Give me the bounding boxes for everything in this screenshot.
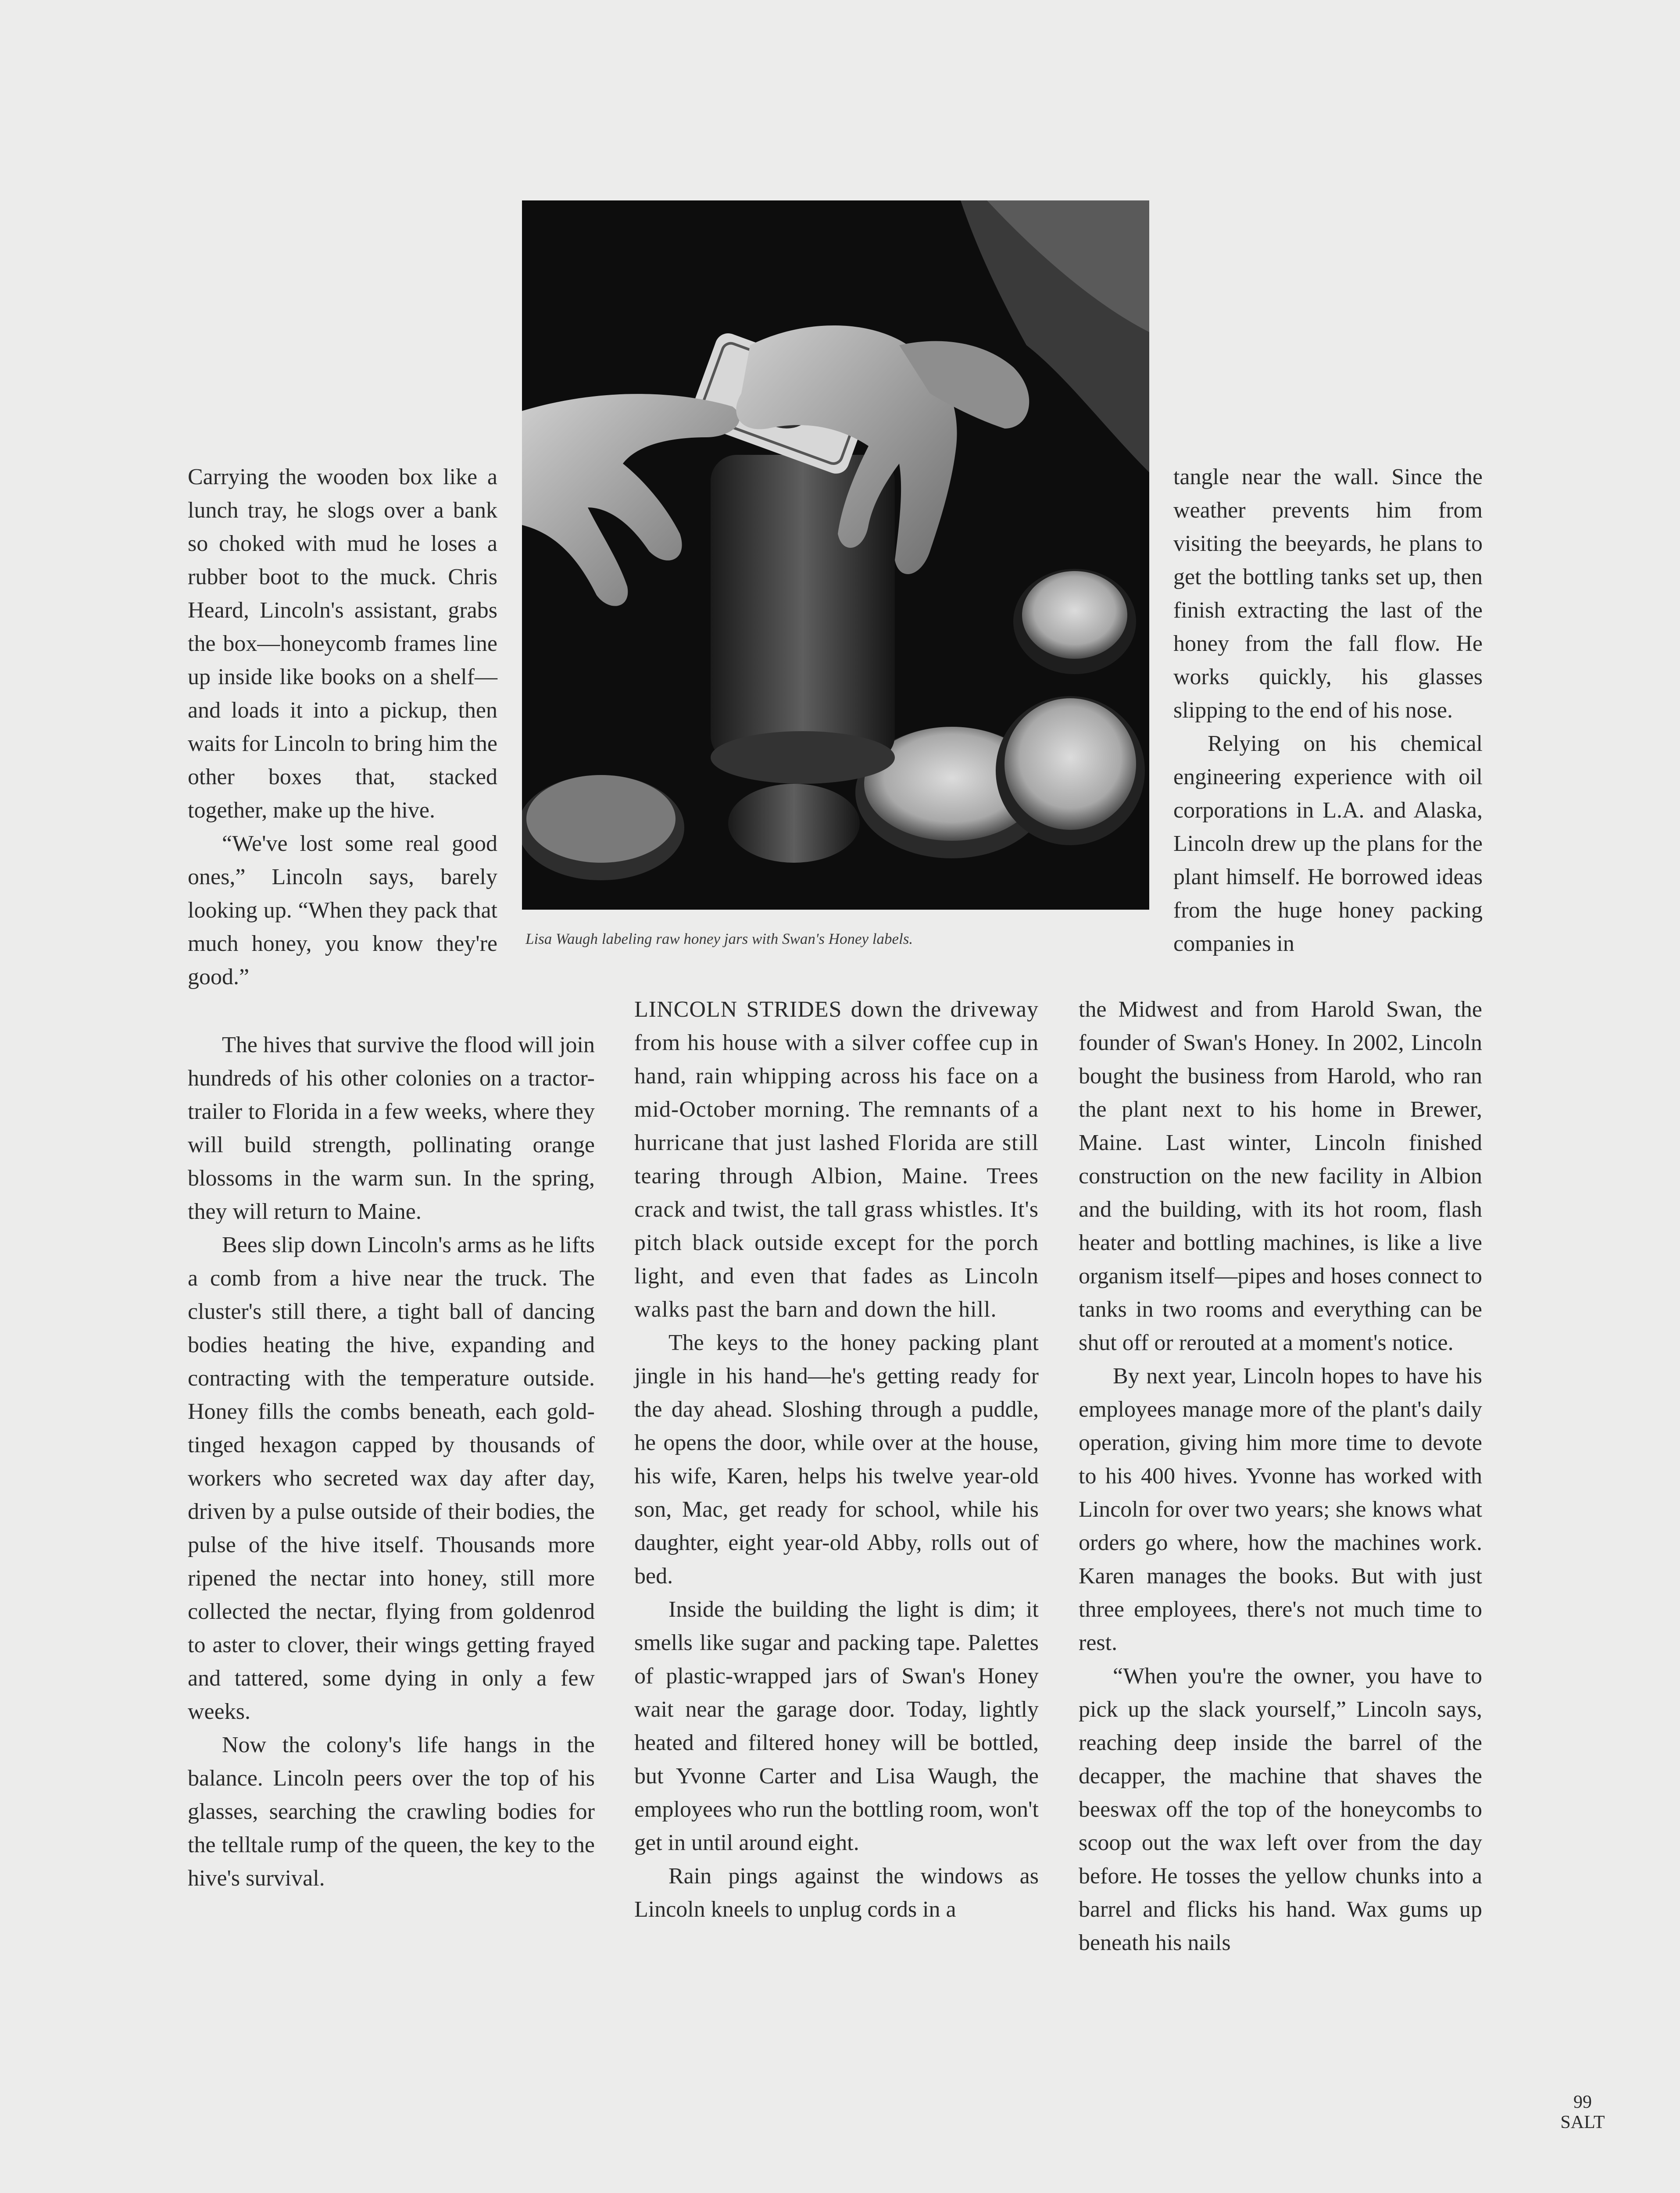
paragraph: Rain pings against the windows as Lincoln kneels to unplug cords in a [634,1864,1039,1922]
paragraph: the Midwest and from Harold Swan, the founder of Swan's Honey. In 2002, Lincoln bought the business from Harold, who ran the plant next to his home in Brewer, Maine. Last winter, Lincoln finished construction on the new facility in Albion and the building, with its hot room, flash heater and bottling machines, is like a live organism itself—pipes and hoses connect to tanks in two rooms and everything can be shut off or rerouted at a moment's notice. [1079,997,1482,1355]
paragraph: The keys to the honey packing plant jingle in his hand—he's getting ready for the day ahead. Sloshing through a puddle, he opens the door, while over at the house, his wife, Karen, helps his twelve year-old son, Mac, get ready for school, while his daughter, eight year-old Abby, rolls out of bed. [634,1330,1039,1589]
column-3-bottom [1079,993,1482,1960]
column-2 [634,993,1039,1926]
honey-jars-photo [522,200,1149,910]
paragraph: Relying on his chemical engineering experience with oil corporations in L.A. and Alaska, Lincoln drew up the plans for the plant himself. He borrowed ideas from the huge honey packing companies in [1173,731,1483,956]
paragraph: Carrying the wooden box like a lunch tray, he slogs over a bank so choked with mud he loses a rubber boot to the muck. Chris Heard, Lincoln's assistant, grabs the box—honeycomb frames line up inside like books on a shelf—and loads it into a pickup, then waits for Lincoln to bring him the other boxes that, stacked together, make up the hive. [188,464,497,823]
column-1-bottom [188,1029,595,1895]
paragraph: By next year, Lincoln hopes to have his employees manage more of the plant's daily operation, giving him more time to devote to his 400 hives. Yvonne has worked with Lincoln for over two years; she knows what orders go where, how the machines work. Karen manages the books. But with just three employees, there's not much time to rest. [1079,1364,1482,1655]
paragraph: “We've lost some real good ones,” Lincoln says, barely looking up. “When they pack that much honey, you know they're good.” [188,831,497,989]
paragraph: Bees slip down Lincoln's arms as he lifts a comb from a hive near the truck. The cluster's still there, a tight ball of dancing bodies heating the hive, expanding and contracting with the temperature outside. Honey fills the combs beneath, each gold-tinged hexagon capped by thousands of workers who secreted wax day after day, driven by a pulse outside of their bodies, the pulse of the hive itself. Thousands more ripened the nectar into honey, still more collected the nectar, flying from goldenrod to aster to clover, their wings getting frayed and tattered, some dying in only a few weeks. [188,1232,595,1724]
magazine-name: SALT [1560,2112,1605,2132]
paragraph: tangle near the wall. Since the weather prevents him from visiting the beeyards, he plans to get the bottling tanks set up, then finish extracting the last of the honey from the fall flow. He works quickly, his glasses slipping to the end of his nose. [1173,464,1483,723]
paragraph: Now the colony's life hangs in the balance. Lincoln peers over the top of his glasses, searching the crawling bodies for the telltale rump of the queen, the key to the hive's survival. [188,1732,595,1891]
column-3-top [1173,461,1483,961]
paragraph: The hives that survive the flood will join hundreds of his other colonies on a tractor-trailer to Florida in a few weeks, where they will build strength, pollinating orange blossoms in the warm sun. In the spring, they will return to Maine. [188,1032,595,1224]
column-1-top [188,461,497,994]
folio [1556,2092,1609,2132]
page-number: 99 [1573,2092,1592,2112]
section-opening-paragraph: LINCOLN STRIDES down the driveway from his house with a silver coffee cup in hand, rain whipping across his face on a mid-October morning. The remnants of a hurricane that just lashed Florida are still tearing through Albion, Maine. Trees crack and twist, the tall grass whistles. It's pitch black outside except for the porch light, and even that fades as Lincoln walks past the barn and down the hill. [634,997,1039,1322]
photo-illustration [522,200,1149,910]
paragraph: “When you're the owner, you have to pick up the slack yourself,” Lincoln says, reaching deep inside the barrel of the decapper, the machine that shaves the beeswax off the top of the honeycombs to scoop out the wax left over from the day before. He tosses the yellow chunks into a barrel and flicks his hand. Wax gums up beneath his nails [1079,1664,1482,1955]
photo-caption: Lisa Waugh labeling raw honey jars with Swan's Honey labels. [525,930,913,947]
paragraph: Inside the building the light is dim; it smells like sugar and packing tape. Palettes of plastic-wrapped jars of Swan's Honey wait near the garage door. Today, lightly heated and filtered honey will be bottled, but Yvonne Carter and Lisa Waugh, the employees who run the bottling room, won't get in until around eight. [634,1597,1039,1855]
